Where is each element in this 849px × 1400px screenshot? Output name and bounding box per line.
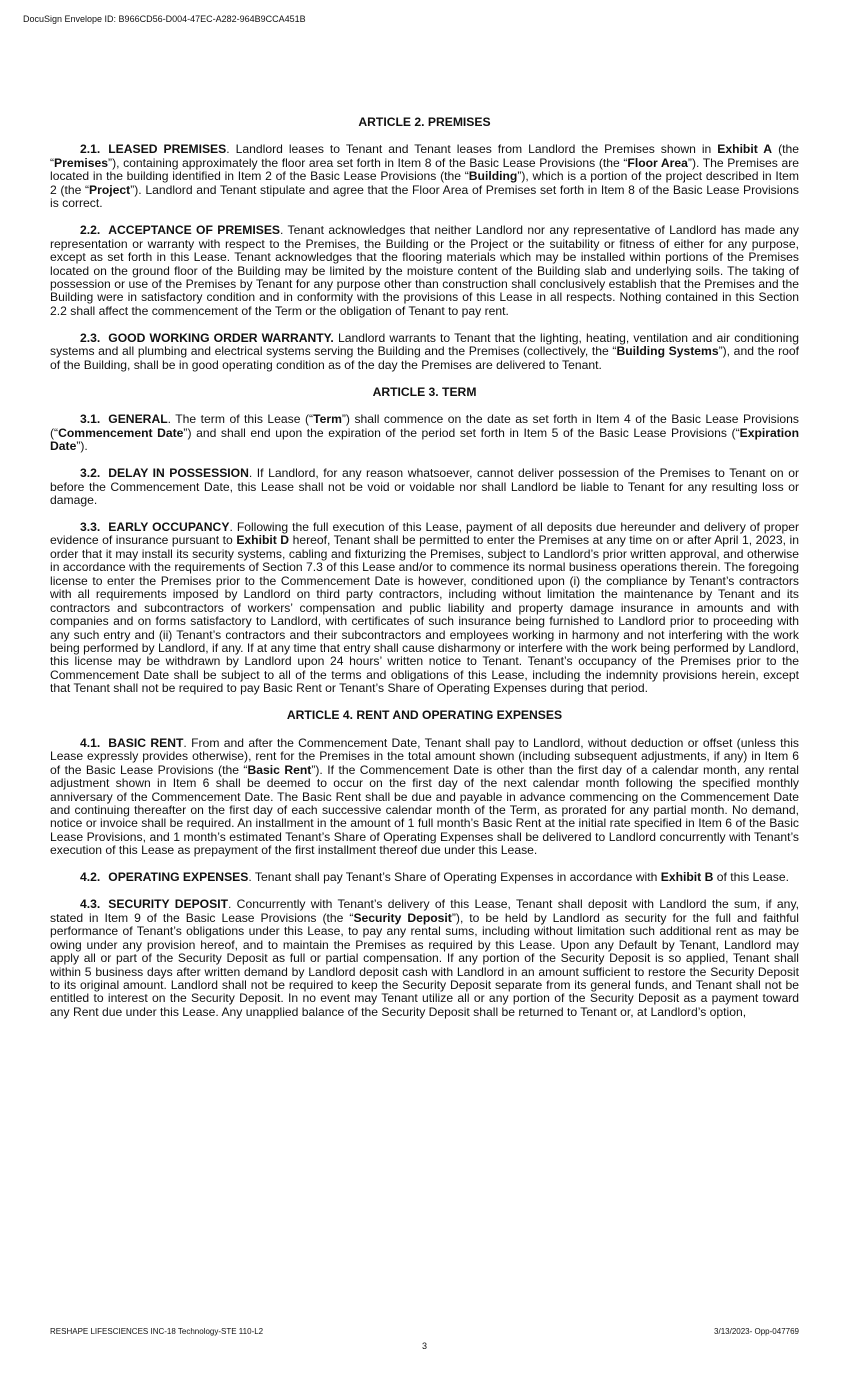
envelope-id: DocuSign Envelope ID: B966CD56-D004-47EC-A282-964B9CCA451B <box>23 14 306 24</box>
bold-term: Building Systems <box>616 344 719 359</box>
section-4-1 <box>50 737 799 858</box>
section-2-2 <box>50 224 799 318</box>
section-4-3 <box>50 898 799 1019</box>
section-text: ”). <box>76 439 88 454</box>
bold-term: Floor Area <box>627 155 688 170</box>
section-text: ”) shall commence on the date as set forth in Item 4 of the Basic Lease Provisions (“ <box>50 412 799 440</box>
bold-term: Exhibit A <box>717 142 773 157</box>
section-number: 4.2. <box>80 870 101 885</box>
section-text: ”) and shall end upon the expiration of the period set forth in Item 5 of the Basic Lease Provisions (“ <box>183 425 740 440</box>
bold-term: Commencement Date <box>58 425 184 440</box>
section-text: of this Lease. <box>713 870 789 885</box>
section-text: ”), to be held by Landlord as security for the full and faithful performance of Tenant’s obligations under this Lease, to pay any rental sums, including without limitation such additional rent as may be owing under any provision hereof, and to maintain the Premises as required by this Lease. Upon any Default by Tenant, Landlord may apply all or part of the Security Deposit as full or partial compensation. If any portion of the Security Deposit is so applied, Tenant shall within 5 business days after written demand by Landlord deposit cash with Landlord in an amount sufficient to restore the Security Deposit to its original amount. Landlord shall not be required to keep the Security Deposit separate from its general funds, and Tenant shall not be entitled to interest on the Security Deposit. In no event may Tenant utilize all or any portion of the Security Deposit as a payment toward any Rent due under this Lease. Any unapplied balance of the Security Deposit shall be returned to Tenant or, at Landlord’s option, <box>50 910 799 1019</box>
section-3-2 <box>50 467 799 507</box>
section-title: DELAY IN POSSESSION <box>108 466 249 481</box>
bold-term: Expiration Date <box>50 425 799 454</box>
section-number: 3.3. <box>80 519 101 534</box>
section-text: . If Landlord, for any reason whatsoever, cannot deliver possession of the Premises to Tenant on or before the Commencement Date, this Lease shall not be void or voidable nor shall Landlord be liable to Tenant for any resulting loss or damage. <box>50 466 800 507</box>
bold-term: Security Deposit <box>353 910 452 925</box>
section-2-1 <box>50 143 799 210</box>
document-body <box>50 116 799 1033</box>
section-title: OPERATING EXPENSES <box>108 870 249 885</box>
section-number: 2.3. <box>80 330 101 345</box>
section-text: ”), which is a portion of the project described in Item 2 (the “ <box>50 169 799 197</box>
section-2-3 <box>50 332 799 372</box>
bold-term: Exhibit B <box>660 870 714 885</box>
section-title: LEASED PREMISES <box>108 142 227 157</box>
section-text: . Following the full execution of this Lease, payment of all deposits due hereunder and delivery of proper evidence of insurance pursuant to <box>50 519 800 548</box>
section-4-2 <box>50 871 799 884</box>
article-2-heading: ARTICLE 2. PREMISES <box>358 115 491 129</box>
section-title: BASIC RENT <box>108 735 184 750</box>
article-4-heading: ARTICLE 4. RENT AND OPERATING EXPENSES <box>286 708 563 723</box>
section-title: SECURITY DEPOSIT <box>108 897 229 912</box>
section-3-3 <box>50 521 799 696</box>
section-text: . Concurrently with Tenant’s delivery of this Lease, Tenant shall deposit with Landlord the sum, if any, stated in Item 9 of the Basic Lease Provisions (the “ <box>50 897 799 925</box>
footer-date-reference: 3/13/2023- Opp-047769 <box>714 1327 799 1336</box>
section-number: 4.3. <box>80 897 101 912</box>
section-text: ”). The Premises are located in the building identified in Item 2 of the Basic Lease Provisions (the “ <box>50 155 800 184</box>
section-number: 4.1. <box>80 735 101 750</box>
section-text: ”), and the roof of the Building, shall be in good operating condition as of the day the Premises are delivered to Tenant. <box>50 344 800 372</box>
article-3-heading: ARTICLE 3. TERM <box>372 384 477 399</box>
page-number: 3 <box>421 1341 427 1351</box>
bold-term: Term <box>313 412 342 427</box>
section-text: hereof, Tenant shall be permitted to enter the Premises at any time on or after April 1, 2023, in order that it may install its security systems, cabling and fixturizing the Premises, subject to Landlord’s prior written approval, and otherwise in accordance with the requirements of Section 7.3 of this Lease and/or to commence its normal business operations therein. The foregoing license to enter the Premises prior to the Commencement Date is however, conditioned upon (i) the compliance by Tenant’s contractors with all requirements imposed by Landlord on third party contractors, including without limitation the maintenance by Tenant and its contractors and subcontractors of workers’ compensation and public liability and property damage insurance in amounts and with companies and on forms satisfactory to Landlord, with certificates of such insurance being furnished to Landlord prior to proceeding with any such entry and (ii) Tenant’s contractors and their subcontractors and employees working in harmony and not interfering with the work being performed by Landlord, if any. If at any time that entry shall cause disharmony or interfere with the work being performed by Landlord, this license may be withdrawn by Landlord upon 24 hours’ written notice to Tenant. Tenant’s occupancy of the Premises prior to the Commencement Date shall be subject to all of the terms and obligations of this Lease, including the indemnity provisions herein, except that Tenant shall not be required to pay Basic Rent or Tenant’s Share of Operating Expenses during that period. <box>50 533 799 696</box>
section-text: ”). Landlord and Tenant stipulate and agree that the Floor Area of Premises set forth in Item 8 of the Basic Lease Provisions is correct. <box>50 182 799 211</box>
section-text: Landlord warrants to Tenant that the lighting, heating, ventilation and air conditioning systems and all plumbing and electrical systems serving the Building and the Premises (collectively, the “ <box>50 330 799 359</box>
section-title: ACCEPTANCE OF PREMISES <box>108 223 281 238</box>
section-text: . Tenant shall pay Tenant’s Share of Operating Expenses in accordance with <box>248 870 661 885</box>
section-text: ”), containing approximately the floor area set forth in Item 8 of the Basic Lease Provisions (the “ <box>108 155 628 170</box>
bold-term: Building <box>468 169 518 184</box>
section-text: . Landlord leases to Tenant and Tenant leases from Landlord the Premises shown in <box>226 142 718 157</box>
footer-document-label: RESHAPE LIFESCIENCES INC-18 Technology-STE 110-L2 <box>50 1327 264 1336</box>
bold-term: Exhibit D <box>236 533 290 548</box>
section-text: . The term of this Lease (“ <box>167 412 314 427</box>
section-text: . Tenant acknowledges that neither Landlord nor any representative of Landlord has made any representation or warranty with respect to the Premises, the Building or the Project or the suitability or fitness of either for any purpose, except as set forth in this Lease. Tenant acknowledges that the flooring materials which may be installed within portions of the Premises located on the ground floor of the Building may be limited by the moisture content of the Building slab and underlying soils. The taking of possession or use of the Premises by Tenant for any purpose other than construction shall conclusively establish that the Premises and the Building were in satisfactory condition and in conformity with the provisions of this Lease in all respects. Nothing contained in this Section 2.2 shall affect the commencement of the Term or the obligation of Tenant to pay rent. <box>50 223 799 318</box>
section-title: EARLY OCCUPANCY <box>108 519 230 534</box>
section-number: 2.2. <box>80 223 101 238</box>
section-number: 3.2. <box>80 466 101 481</box>
bold-term: Project <box>89 182 131 197</box>
section-title: GENERAL <box>108 412 168 427</box>
section-3-1 <box>50 413 799 453</box>
section-text: (the “ <box>50 142 799 170</box>
section-text: ”). If the Commencement Date is other than the first day of a calendar month, any rental adjustment shown in Item 6 shall be deemed to occur on the first day of the next calendar month following the specified monthly anniversary of the Commencement Date. The Basic Rent shall be due and payable in advance commencing on the Commencement Date and continuing thereafter on the first day of each successive calendar month of the Term, as prorated for any partial month. No demand, notice or invoice shall be required. An installment in the amount of 1 full month’s Basic Rent at the initial rate specified in Item 6 of the Basic Lease Provisions, and 1 month’s estimated Tenant’s Share of Operating Expenses shall be delivered to Landlord concurrently with Tenant’s execution of this Lease as prepayment of the first installment thereof due under this Lease. <box>50 762 800 858</box>
bold-term: Basic Rent <box>247 762 312 777</box>
section-title: GOOD WORKING ORDER WARRANTY. <box>108 330 334 345</box>
section-text: . From and after the Commencement Date, Tenant shall pay to Landlord, without deduction or offset (unless this Lease expressly provides otherwise), rent for the Premises in the total amount shown (including subsequent adjustments, if any) in Item 6 of the Basic Lease Provisions (the “ <box>50 735 799 777</box>
section-number: 3.1. <box>80 412 101 427</box>
bold-term: Premises <box>54 155 109 170</box>
section-number: 2.1. <box>80 142 101 157</box>
